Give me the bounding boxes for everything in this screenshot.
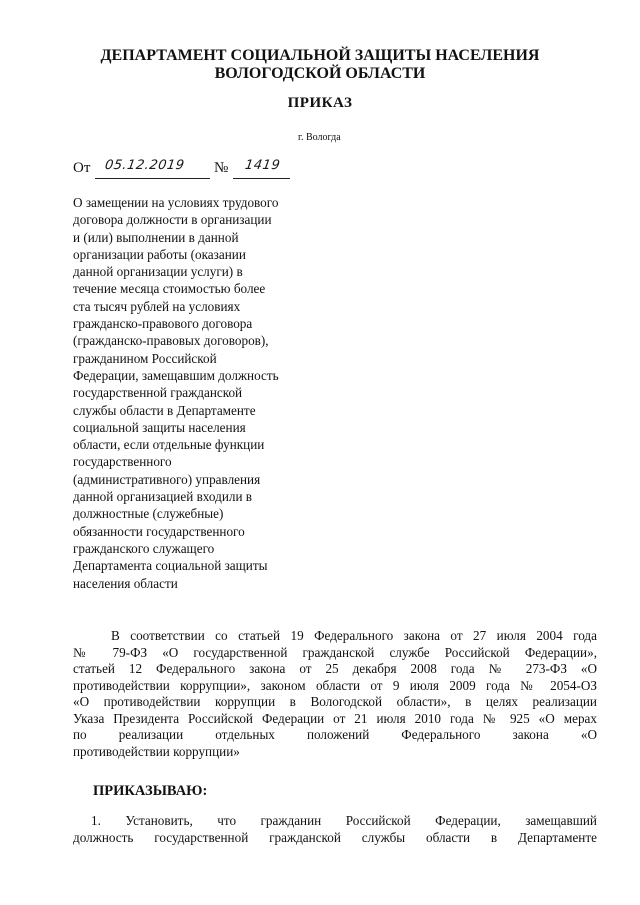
- date-handwritten: 05.12.2019: [103, 158, 186, 173]
- subject-line: должностные (служебные): [73, 506, 224, 522]
- preamble-paragraph: [73, 628, 597, 760]
- subject-line: социальной защиты населения: [73, 419, 246, 435]
- preamble-line: Указа Президента Российской Федерации от 21 июля 2010 года № 925 «О мерах: [73, 710, 597, 726]
- preamble-line: статьей 12 Федерального закона от 25 декабря 2008 года № 273-ФЗ «О: [73, 661, 597, 676]
- order-subject: [73, 194, 333, 592]
- subject-line: гражданином Российской: [73, 350, 217, 366]
- subject-line: гражданского служащего: [73, 540, 215, 556]
- subject-line: области, если отдельные функции: [73, 437, 265, 453]
- number-underline: [233, 178, 290, 179]
- subject-line: службы области в Департаменте: [73, 402, 256, 418]
- subject-line: данной организацией входили в: [73, 489, 253, 505]
- subject-line: организации работы (оказании: [73, 246, 246, 262]
- city-label: г. Вологда: [298, 132, 341, 143]
- order-item-1: [73, 813, 597, 846]
- order-verb: ПРИКАЗЫВАЮ:: [93, 783, 208, 799]
- order-date-number: [73, 160, 373, 182]
- department-name-line1: ДЕПАРТАМЕНТ СОЦИАЛЬНОЙ ЗАЩИТЫ НАСЕЛЕНИЯ: [100, 47, 540, 64]
- number-label: №: [214, 160, 229, 176]
- preamble-line: № 79-ФЗ «О государственной гражданской службе Российской Федерации»,: [73, 644, 597, 660]
- item-line: должность государственной гражданской службы области в Департаменте: [73, 829, 597, 845]
- item-line: 1. Установить, что гражданин Российской Федерации, замещавший: [91, 813, 597, 828]
- subject-line: государственной гражданской: [73, 385, 243, 401]
- subject-line: договора должности в организации: [73, 212, 272, 228]
- subject-line: ста тысяч рублей на условиях: [73, 298, 241, 314]
- date-underline: [95, 178, 210, 179]
- subject-line: (административного) управления: [73, 471, 261, 487]
- subject-line: гражданско-правового договора: [73, 316, 253, 332]
- subject-line: Федерации, замещавшим должность: [73, 367, 279, 383]
- preamble-line: В соответствии со статьей 19 Федерального закона от 27 июля 2004 года: [111, 628, 597, 643]
- subject-line: (гражданско-правовых договоров),: [73, 333, 269, 349]
- subject-line: государственного: [73, 454, 172, 470]
- number-handwritten: 1419: [243, 158, 282, 173]
- department-name-line2: ВОЛОГОДСКОЙ ОБЛАСТИ: [214, 65, 426, 82]
- preamble-line: «О противодействии коррупции в Вологодской области», в целях реализации: [73, 694, 597, 709]
- date-label: От: [73, 160, 91, 176]
- preamble-line: по реализации отдельных положений Федерального закона «О: [73, 727, 597, 742]
- subject-line: течение месяца стоимостью более: [73, 281, 266, 297]
- subject-line: Департамента социальной защиты: [73, 558, 268, 574]
- document-type-title: ПРИКАЗ: [287, 95, 353, 111]
- subject-line: О замещении на условиях трудового: [73, 195, 279, 210]
- subject-line: данной организации услуги) в: [73, 264, 243, 280]
- subject-line: населения области: [73, 575, 178, 591]
- preamble-line: противодействии коррупции»: [73, 743, 240, 759]
- subject-line: обязанности государственного: [73, 523, 245, 539]
- preamble-line: противодействии коррупции», законом области от 9 июля 2009 года № 2054-ОЗ: [73, 677, 597, 693]
- subject-line: и (или) выполнении в данной: [73, 229, 239, 245]
